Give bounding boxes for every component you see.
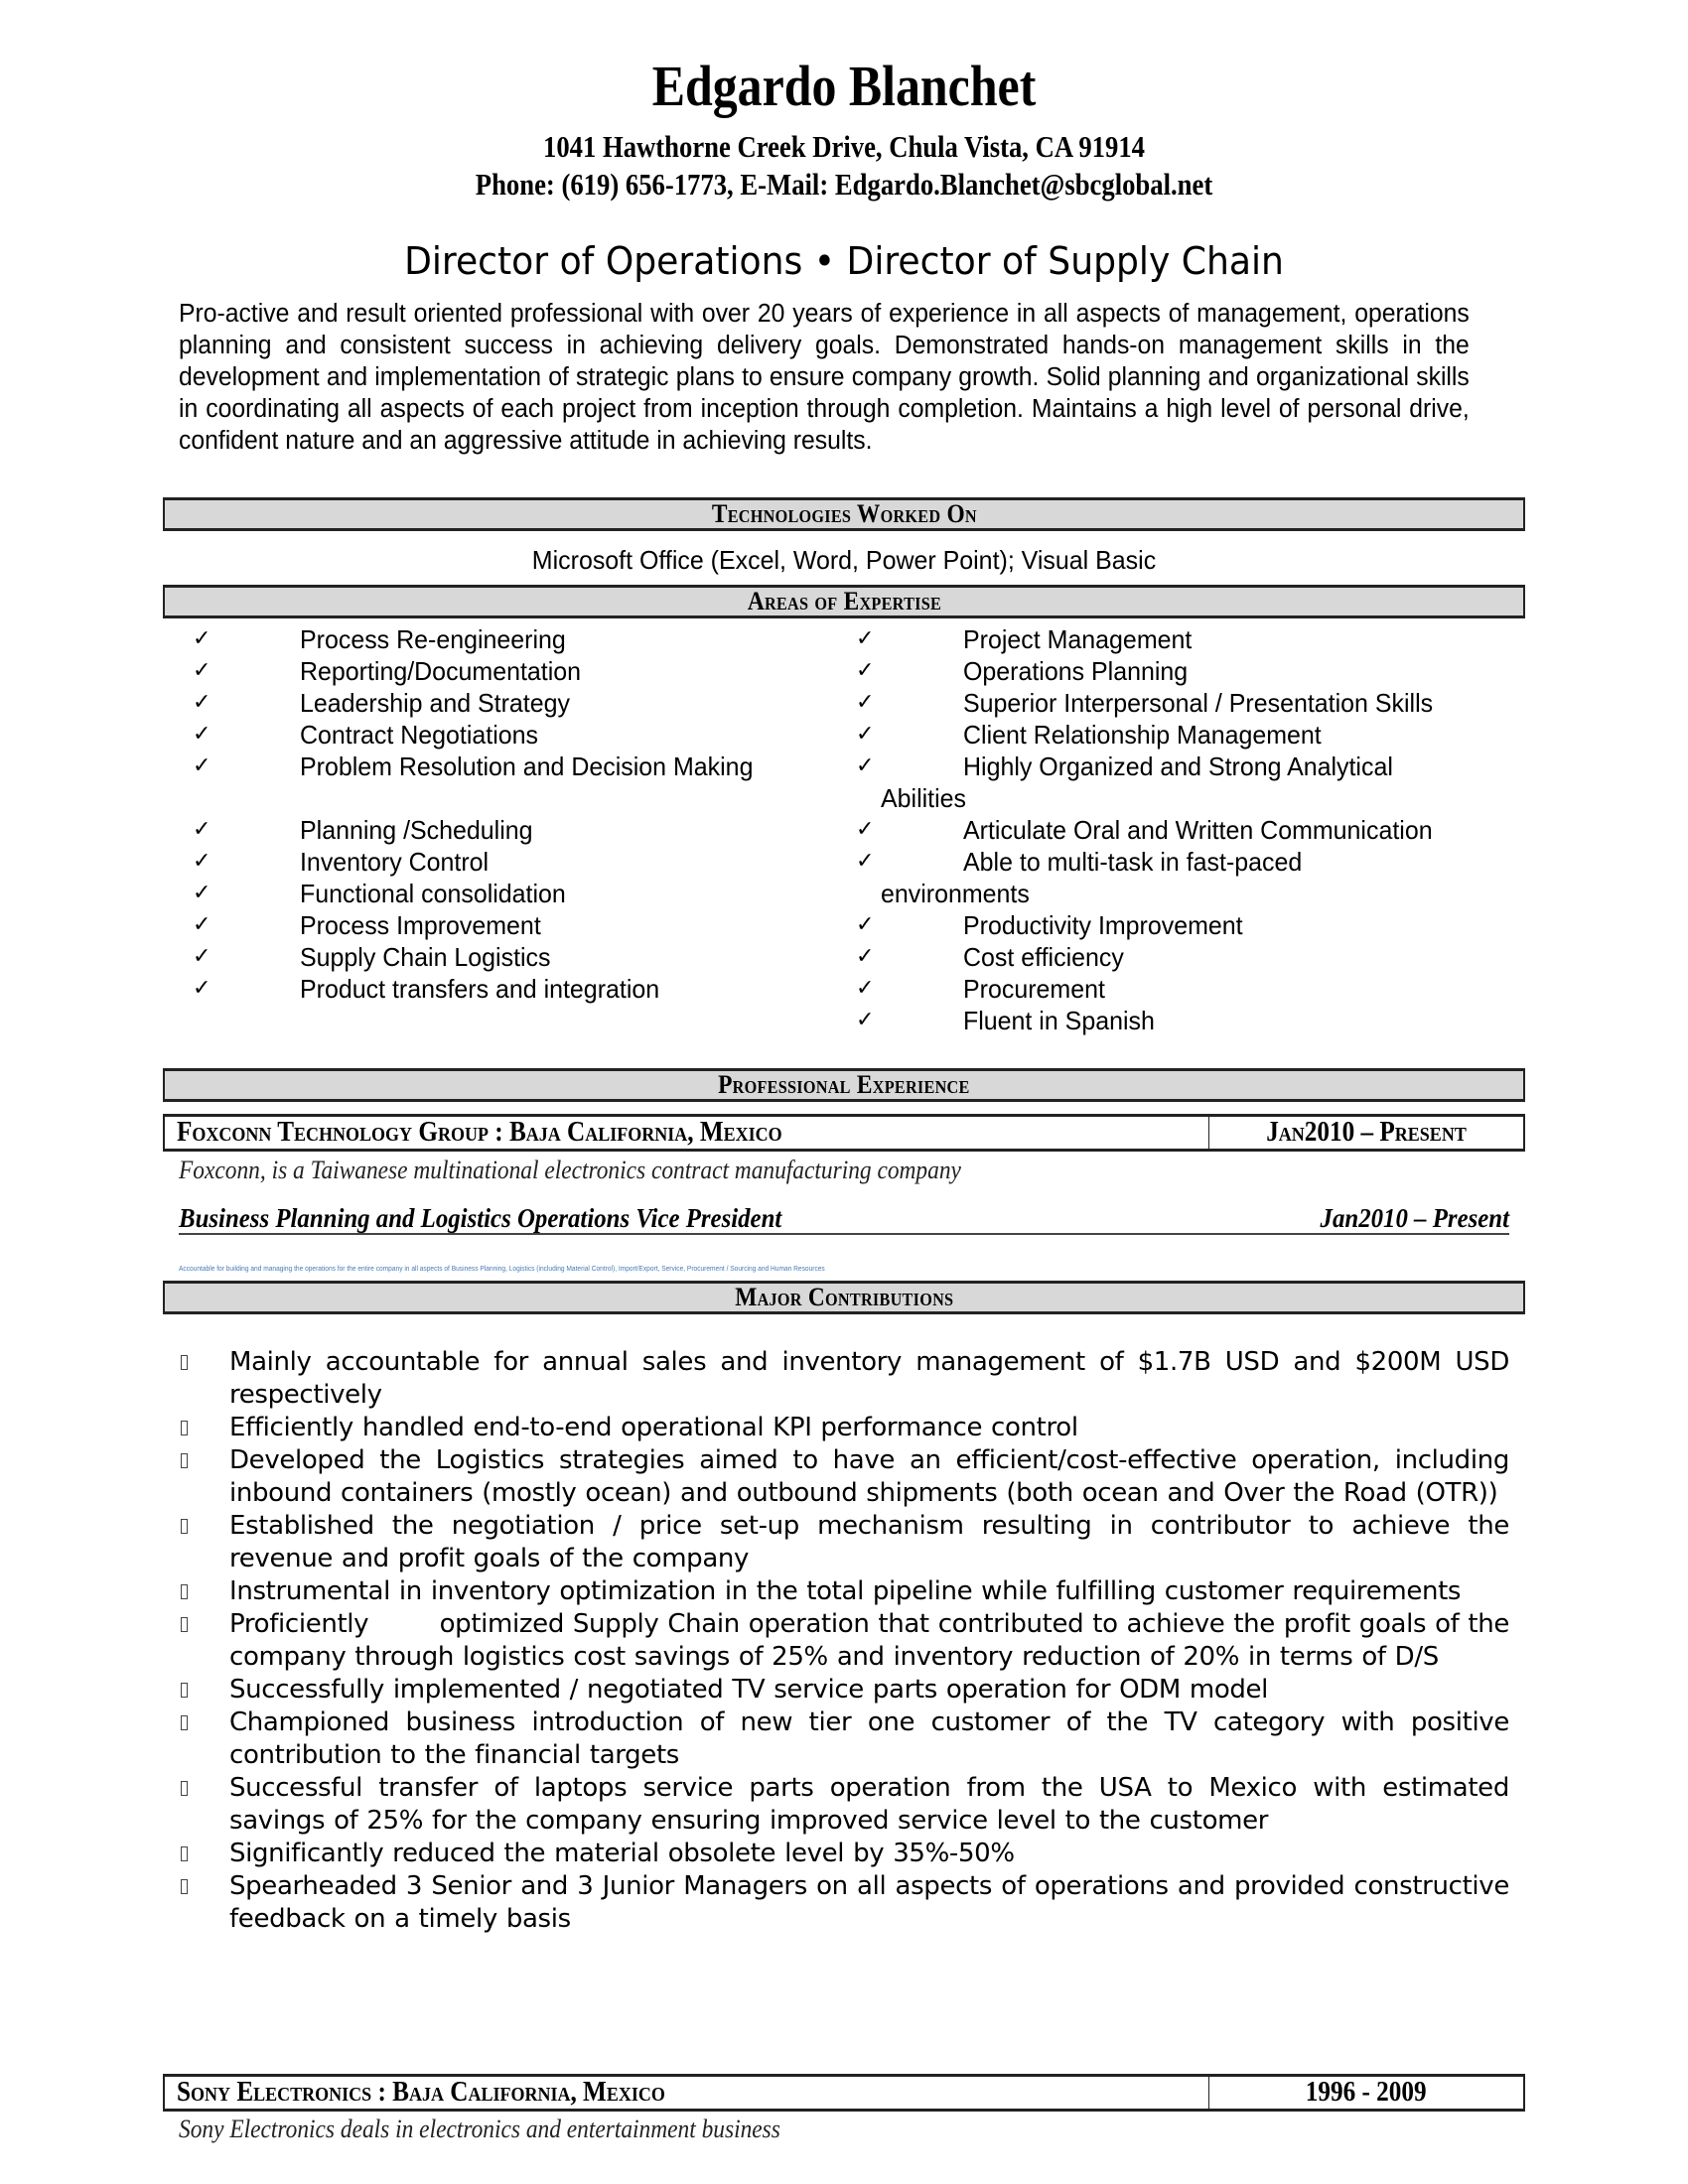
expertise-label: Able to multi-task in fast-paced — [963, 847, 1303, 877]
checkmark-icon: ✓ — [193, 658, 211, 683]
section-title: Major Contributions — [734, 1283, 954, 1311]
candidate-contact: Phone: (619) 656-1773, E-Mail: Edgardo.Blanchet@sbcglobal.net — [475, 167, 1213, 202]
company-dates: 1996 - 2009 — [1306, 2077, 1427, 2108]
expertise-label: Functional consolidation — [300, 879, 566, 908]
contribution-item — [179, 1444, 1518, 1510]
expertise-item — [856, 846, 1531, 909]
company-dates-cell — [1209, 2077, 1523, 2109]
checkmark-icon: ✓ — [856, 817, 875, 842]
checkmark-icon: ✓ — [856, 1008, 875, 1032]
company-header-sony — [163, 2074, 1525, 2112]
role-header — [179, 1197, 1509, 1235]
expertise-item — [856, 941, 1531, 973]
contribution-item — [179, 1772, 1518, 1838]
expertise-item — [163, 878, 838, 909]
company-name-cell — [165, 2077, 1209, 2109]
contribution-text: Instrumental in inventory optimization in the total pipeline while fulfilling customer requirements — [229, 1576, 1462, 1606]
checkmark-icon: ✓ — [856, 912, 875, 937]
expertise-label: Superior Interpersonal / Presentation Skills — [963, 688, 1434, 718]
contribution-text: Successfully implemented / negotiated TV service parts operation for ODM model — [229, 1675, 1269, 1705]
section-header-expertise — [163, 585, 1525, 618]
company-name-cell — [165, 1117, 1209, 1149]
expertise-item — [163, 814, 838, 846]
expertise-label: Articulate Oral and Written Communication — [963, 815, 1433, 845]
expertise-label: Product transfers and integration — [300, 974, 660, 1004]
expertise-label: Supply Chain Logistics — [300, 942, 551, 972]
technologies-list: Microsoft Office (Excel, Word, Power Point); Visual Basic — [531, 545, 1157, 575]
expertise-item — [856, 623, 1531, 655]
expertise-label: Process Re-engineering — [300, 624, 566, 654]
contribution-item — [179, 1575, 1509, 1608]
checkmark-icon: ✓ — [193, 722, 211, 747]
candidate-address: 1041 Hawthorne Creek Drive, Chula Vista, CA 91914 — [542, 129, 1146, 164]
contribution-item — [179, 1674, 1509, 1706]
checkmark-icon: ✓ — [193, 817, 211, 842]
expertise-right-column — [856, 623, 1531, 1036]
bullet-icon — [181, 1355, 188, 1370]
contribution-item — [179, 1706, 1518, 1772]
bullet-icon — [181, 1453, 188, 1468]
checkmark-icon: ✓ — [856, 849, 875, 874]
bullet-icon — [181, 1781, 188, 1796]
bullet-icon — [181, 1715, 188, 1730]
company-header-foxconn — [163, 1114, 1525, 1152]
expertise-item — [856, 751, 1531, 814]
bullet-icon — [181, 1683, 188, 1698]
expertise-label: Fluent in Spanish — [963, 1006, 1155, 1035]
candidate-name: Edgardo Blanchet — [651, 54, 1037, 118]
professional-summary: Pro-active and result oriented professional with over 20 years of experience in all aspects of management, operations planning and consistent success in achieving delivery goals. Demonstrated hands-on management skills in the development and implementation of strategic plans to ensure company growth. Solid planning and organizational skills in coordinating all aspects of each project from inception through completion. Maintains a high level of personal drive, confident nature and an aggressive attitude in achieving results. — [179, 300, 1470, 455]
contribution-text: Established the negotiation / price set-up mechanism resulting in contributor to achieve the revenue and profit goals of the company — [229, 1511, 1518, 1573]
role-dates: Jan2010 – Present — [1320, 1203, 1509, 1233]
checkmark-icon: ✓ — [193, 881, 211, 905]
contribution-text: Significantly reduced the material obsolete level by 35%-50% — [229, 1839, 1015, 1868]
expertise-item — [856, 719, 1531, 751]
checkmark-icon: ✓ — [856, 690, 875, 715]
expertise-label: Client Relationship Management — [963, 720, 1322, 750]
section-header-technologies — [163, 497, 1525, 531]
expertise-label: Process Improvement — [300, 910, 541, 940]
checkmark-icon: ✓ — [856, 753, 875, 778]
contribution-item — [179, 1510, 1518, 1575]
expertise-item — [856, 909, 1531, 941]
contribution-text: Proficiently optimized Supply Chain operation that contributed to achieve the profit goals of the company through logistics cost savings of 25% and inventory reduction of 20% in terms of D/S — [229, 1609, 1518, 1672]
contribution-text: Spearheaded 3 Senior and 3 Junior Managers on all aspects of operations and provided constructive feedback on a timely basis — [229, 1871, 1518, 1934]
checkmark-icon: ✓ — [856, 658, 875, 683]
expertise-left-column — [163, 623, 838, 1005]
contribution-text: Efficiently handled end-to-end operational KPI performance control — [229, 1413, 1078, 1442]
checkmark-icon: ✓ — [856, 626, 875, 651]
company-description: Foxconn, is a Taiwanese multinational electronics contract manufacturing company — [179, 1156, 961, 1184]
expertise-item — [163, 909, 838, 941]
company-dates-cell — [1209, 1117, 1523, 1149]
checkmark-icon: ✓ — [856, 722, 875, 747]
expertise-label: Highly Organized and Strong Analytical — [963, 751, 1393, 781]
contribution-text: Mainly accountable for annual sales and inventory management of $1.7B USD and $200M USD respectively — [229, 1347, 1518, 1410]
contribution-item — [179, 1608, 1518, 1674]
expertise-item — [856, 655, 1531, 687]
expertise-label: Procurement — [963, 974, 1105, 1004]
section-title: Professional Experience — [718, 1070, 970, 1099]
contribution-item — [179, 1346, 1518, 1412]
expertise-item — [163, 846, 838, 878]
expertise-label: Productivity Improvement — [963, 910, 1243, 940]
expertise-item — [856, 687, 1531, 719]
expertise-item — [856, 973, 1531, 1005]
bullet-icon — [181, 1584, 188, 1599]
checkmark-icon: ✓ — [856, 944, 875, 969]
bullet-icon — [181, 1421, 188, 1435]
bullet-icon — [181, 1519, 188, 1534]
bullet-icon — [181, 1617, 188, 1632]
expertise-label: Contract Negotiations — [300, 720, 539, 750]
checkmark-icon: ✓ — [193, 912, 211, 937]
expertise-label: Inventory Control — [300, 847, 490, 877]
expertise-item — [163, 623, 838, 655]
checkmark-icon: ✓ — [193, 849, 211, 874]
expertise-label: Problem Resolution and Decision Making — [300, 751, 754, 781]
company-description: Sony Electronics deals in electronics and entertainment business — [179, 2115, 780, 2143]
expertise-label: Leadership and Strategy — [300, 688, 570, 718]
expertise-item — [163, 751, 838, 782]
expertise-label: Project Management — [963, 624, 1193, 654]
checkmark-icon: ✓ — [193, 944, 211, 969]
expertise-label-continued: Abilities — [881, 783, 967, 813]
expertise-label: Cost efficiency — [963, 942, 1124, 972]
contribution-text: Successful transfer of laptops service parts operation from the USA to Mexico with estimated savings of 25% for the company ensuring improved service level to the customer — [229, 1773, 1518, 1836]
expertise-item — [163, 719, 838, 751]
role-title: Business Planning and Logistics Operations Vice President — [179, 1203, 782, 1233]
expertise-item — [163, 655, 838, 687]
contributions-list — [179, 1346, 1518, 1936]
checkmark-icon: ✓ — [193, 690, 211, 715]
expertise-label-continued: environments — [881, 879, 1030, 908]
contribution-text: Developed the Logistics strategies aimed to have an efficient/cost-effective operation, including inbound containers (mostly ocean) and outbound shipments (both ocean and Over the Road (OTR)) — [229, 1445, 1518, 1508]
expertise-label: Operations Planning — [963, 656, 1189, 686]
expertise-label: Reporting/Documentation — [300, 656, 582, 686]
role-summary: Accountable for building and managing the operations for the entire company in all aspects of Business Planning, Logistics (including Material Control), Import/Export, Service, Procurement / Sourcing and Human Resources — [179, 1264, 825, 1273]
section-title: Areas of Expertise — [747, 587, 941, 615]
checkmark-icon: ✓ — [193, 976, 211, 1001]
section-header-contributions — [163, 1281, 1525, 1314]
expertise-item — [163, 941, 838, 973]
section-title: Technologies Worked On — [711, 499, 977, 528]
bullet-icon — [181, 1879, 188, 1894]
checkmark-icon: ✓ — [856, 976, 875, 1001]
company-name: Sony Electronics : Baja California, Mexico — [177, 2077, 665, 2108]
expertise-item — [163, 687, 838, 719]
company-name: Foxconn Technology Group : Baja California, Mexico — [177, 1117, 782, 1148]
spacer — [163, 782, 838, 814]
expertise-item — [856, 814, 1531, 846]
contribution-item — [179, 1870, 1518, 1936]
expertise-item — [856, 1005, 1531, 1036]
checkmark-icon: ✓ — [193, 626, 211, 651]
expertise-label: Planning /Scheduling — [300, 815, 533, 845]
company-dates: Jan2010 – Present — [1266, 1117, 1467, 1148]
contribution-item — [179, 1412, 1509, 1444]
contribution-item — [179, 1838, 1509, 1870]
expertise-item — [163, 973, 838, 1005]
section-header-experience — [163, 1068, 1525, 1102]
checkmark-icon: ✓ — [193, 753, 211, 778]
career-headline: Director of Operations • Director of Supply Chain — [404, 239, 1284, 283]
bullet-icon — [181, 1846, 188, 1861]
contribution-text: Championed business introduction of new tier one customer of the TV category with positive contribution to the financial targets — [229, 1707, 1518, 1770]
